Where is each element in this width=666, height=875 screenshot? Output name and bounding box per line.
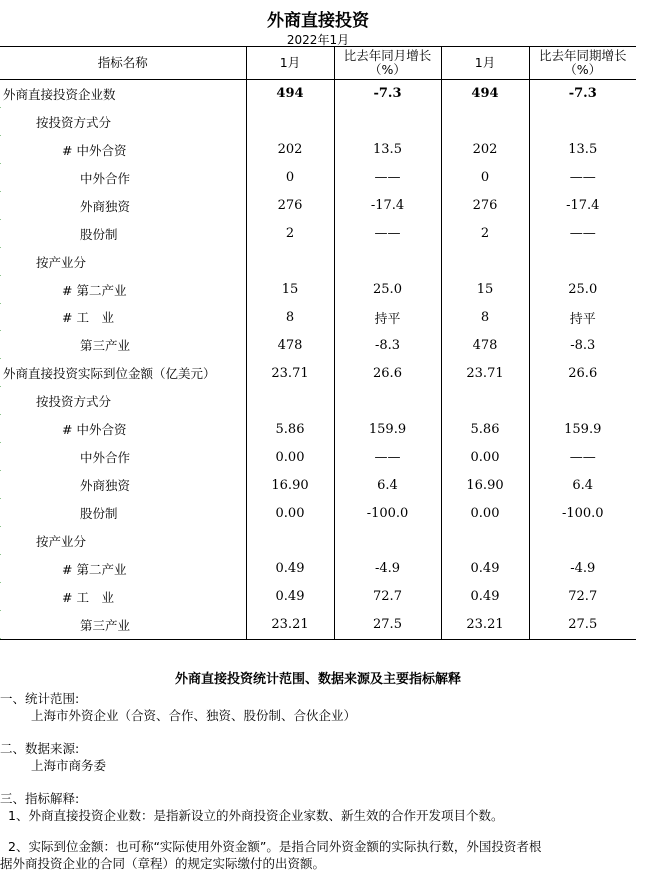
indicator-name-cell: 中外合作 — [0, 443, 246, 471]
table-row — [0, 192, 636, 220]
table-row — [0, 248, 636, 276]
yoy-period-cell: —— — [529, 443, 636, 471]
header-yoy-month — [334, 47, 441, 80]
yoy-month-cell — [334, 387, 441, 415]
yoy-period-cell: 6.4 — [529, 471, 636, 499]
yoy-month-cell: 26.6 — [334, 359, 441, 387]
cumulative-value-cell: 16.90 — [441, 471, 529, 499]
indicator-name-cell: # 第二产业 — [0, 276, 246, 304]
yoy-period-cell — [529, 387, 636, 415]
cumulative-value-cell: 15 — [441, 276, 529, 304]
cumulative-value-cell — [441, 387, 529, 415]
cumulative-value-cell: 202 — [441, 136, 529, 164]
yoy-month-cell: -7.3 — [334, 80, 441, 108]
yoy-period-cell: 159.9 — [529, 415, 636, 443]
indicator-name-cell: 外商独资 — [0, 192, 246, 220]
yoy-period-cell: 25.0 — [529, 276, 636, 304]
yoy-month-cell — [334, 527, 441, 555]
yoy-period-cell: 27.5 — [529, 611, 636, 639]
header-yoy-month-label: 比去年同月增长 — [343, 48, 432, 63]
table-header-row — [0, 47, 636, 80]
header-yoy-period-label: 比去年同期增长 — [538, 48, 627, 63]
cumulative-value-cell — [441, 527, 529, 555]
table-row — [0, 108, 636, 136]
table-row — [0, 583, 636, 611]
month-value-cell: 478 — [246, 331, 334, 359]
cumulative-value-cell: 2 — [441, 220, 529, 248]
cumulative-value-cell: 8 — [441, 304, 529, 332]
yoy-period-cell: -8.3 — [529, 331, 636, 359]
yoy-month-cell: -8.3 — [334, 331, 441, 359]
yoy-period-cell: 持平 — [529, 304, 636, 332]
cumulative-value-cell: 0 — [441, 164, 529, 192]
month-value-cell: 5.86 — [246, 415, 334, 443]
header-yoy-period-unit: （%） — [564, 62, 602, 77]
table-row — [0, 555, 636, 583]
yoy-month-cell: -4.9 — [334, 555, 441, 583]
indicator-name-cell: # 工 业 — [0, 304, 246, 332]
header-cumulative: 1月 — [441, 47, 529, 80]
indicator-name-cell: 第三产业 — [0, 611, 246, 639]
month-value-cell: 16.90 — [246, 471, 334, 499]
yoy-period-cell — [529, 527, 636, 555]
table-row — [0, 611, 636, 639]
indicator-name-cell: 中外合作 — [0, 164, 246, 192]
indicator-name-cell: 按投资方式分 — [0, 387, 246, 415]
cumulative-value-cell: 5.86 — [441, 415, 529, 443]
yoy-month-cell: —— — [334, 220, 441, 248]
cumulative-value-cell — [441, 248, 529, 276]
indicator-name-cell: # 中外合资 — [0, 136, 246, 164]
scope-body: 上海市外资企业（合资、合作、独资、股份制、合伙企业） — [31, 708, 357, 723]
yoy-period-cell: —— — [529, 164, 636, 192]
yoy-period-cell — [529, 248, 636, 276]
yoy-month-cell: 25.0 — [334, 276, 441, 304]
indicator-name-cell: 股份制 — [0, 499, 246, 527]
yoy-month-cell — [334, 108, 441, 136]
source-heading: 二、数据来源: — [0, 741, 80, 756]
cumulative-value-cell: 276 — [441, 192, 529, 220]
month-value-cell: 2 — [246, 220, 334, 248]
indicator-name-cell: # 中外合资 — [0, 415, 246, 443]
yoy-period-cell: -4.9 — [529, 555, 636, 583]
yoy-period-cell: 72.7 — [529, 583, 636, 611]
yoy-month-cell: -100.0 — [334, 499, 441, 527]
month-value-cell: 276 — [246, 192, 334, 220]
header-month: 1月 — [246, 47, 334, 80]
month-value-cell: 8 — [246, 304, 334, 332]
cumulative-value-cell — [441, 108, 529, 136]
table-row — [0, 443, 636, 471]
definition-item-2-line-2: 据外商投资企业的合同（章程）的规定实际缴付的出资额。 — [0, 856, 326, 871]
month-value-cell — [246, 387, 334, 415]
table-row — [0, 415, 636, 443]
definitions-heading: 三、指标解释: — [0, 791, 80, 806]
month-value-cell: 0.00 — [246, 443, 334, 471]
indicator-name-cell: # 第二产业 — [0, 555, 246, 583]
yoy-month-cell: 72.7 — [334, 583, 441, 611]
yoy-period-cell — [529, 108, 636, 136]
month-value-cell: 0 — [246, 164, 334, 192]
month-value-cell — [246, 248, 334, 276]
table-row — [0, 527, 636, 555]
definition-item-1: 1、外商直接投资企业数：是指新设立的外商投资企业家数、新生效的合作开发项目个数。 — [8, 808, 504, 823]
cumulative-value-cell: 478 — [441, 331, 529, 359]
indicator-name-cell: 按投资方式分 — [0, 108, 246, 136]
month-value-cell: 23.21 — [246, 611, 334, 639]
yoy-month-cell: 27.5 — [334, 611, 441, 639]
table-row — [0, 136, 636, 164]
yoy-month-cell: 6.4 — [334, 471, 441, 499]
yoy-month-cell: 持平 — [334, 304, 441, 332]
indicator-name-cell: # 工 业 — [0, 583, 246, 611]
yoy-month-cell — [334, 248, 441, 276]
table-row — [0, 304, 636, 332]
yoy-period-cell: -17.4 — [529, 192, 636, 220]
header-indicator-name: 指标名称 — [0, 47, 246, 80]
indicator-name-cell: 按产业分 — [0, 527, 246, 555]
yoy-period-cell: -7.3 — [529, 80, 636, 108]
table-row — [0, 331, 636, 359]
month-value-cell: 0.49 — [246, 583, 334, 611]
month-value-cell: 15 — [246, 276, 334, 304]
yoy-month-cell: 159.9 — [334, 415, 441, 443]
cumulative-value-cell: 0.00 — [441, 443, 529, 471]
indicator-name-cell: 外商直接投资企业数 — [0, 80, 246, 108]
cumulative-value-cell: 494 — [441, 80, 529, 108]
month-value-cell — [246, 108, 334, 136]
yoy-month-cell: -17.4 — [334, 192, 441, 220]
table-row — [0, 471, 636, 499]
cumulative-value-cell: 0.00 — [441, 499, 529, 527]
month-value-cell: 0.49 — [246, 555, 334, 583]
yoy-period-cell: -100.0 — [529, 499, 636, 527]
month-value-cell — [246, 527, 334, 555]
indicator-name-cell: 股份制 — [0, 220, 246, 248]
yoy-month-cell: 13.5 — [334, 136, 441, 164]
month-value-cell: 0.00 — [246, 499, 334, 527]
month-value-cell: 23.71 — [246, 359, 334, 387]
cumulative-value-cell: 0.49 — [441, 583, 529, 611]
table-row — [0, 499, 636, 527]
cumulative-value-cell: 23.71 — [441, 359, 529, 387]
yoy-period-cell: 13.5 — [529, 136, 636, 164]
table-row — [0, 359, 636, 387]
indicator-name-cell: 外商直接投资实际到位金额（亿美元） — [0, 359, 246, 387]
yoy-period-cell: —— — [529, 220, 636, 248]
scope-heading: 一、统计范围: — [0, 691, 80, 706]
yoy-month-cell: —— — [334, 443, 441, 471]
cumulative-value-cell: 0.49 — [441, 555, 529, 583]
page-title: 外商直接投资 — [267, 11, 369, 31]
source-body: 上海市商务委 — [31, 758, 107, 773]
cell-marker-icon — [0, 638, 4, 640]
definition-item-2-line-1: 2、实际到位金额：也可称“实际使用外资金额”。是指合同外资金额的实际执行数，外国投资者根 — [8, 839, 542, 854]
yoy-month-cell: —— — [334, 164, 441, 192]
notes-title: 外商直接投资统计范围、数据来源及主要指标解释 — [174, 672, 461, 687]
month-value-cell: 202 — [246, 136, 334, 164]
notes-section — [0, 668, 666, 872]
yoy-period-cell: 26.6 — [529, 359, 636, 387]
cumulative-value-cell: 23.21 — [441, 611, 529, 639]
table-row — [0, 164, 636, 192]
fdi-table — [0, 46, 636, 640]
report-period: 2022年1月 — [286, 33, 350, 47]
table-row — [0, 220, 636, 248]
indicator-name-cell: 第三产业 — [0, 331, 246, 359]
indicator-name-cell: 外商独资 — [0, 471, 246, 499]
indicator-name-cell: 按产业分 — [0, 248, 246, 276]
header-yoy-month-unit: （%） — [369, 62, 406, 77]
table-row — [0, 276, 636, 304]
header-yoy-period — [529, 47, 636, 80]
table-row — [0, 387, 636, 415]
table-row — [0, 80, 636, 108]
month-value-cell: 494 — [246, 80, 334, 108]
